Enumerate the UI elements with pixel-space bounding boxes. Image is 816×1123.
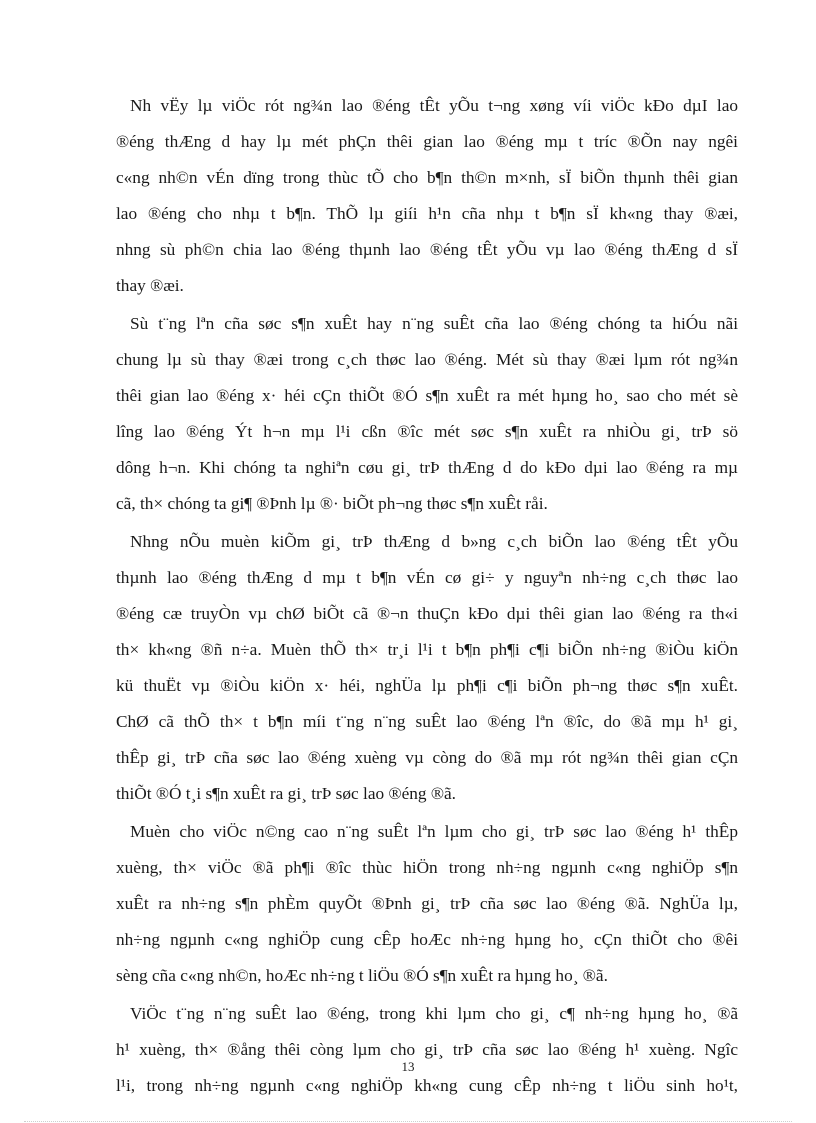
text-line: xuèng, th× viÖc ®ã ph¶i ®îc thùc hiÖn trong nh÷ng ngµnh c«ng nghiÖp s¶n [116, 858, 738, 877]
text-line: Nhng nÕu muèn kiÕm gi¸ trÞ thÆng d b»ng c¸ch biÕn lao ®éng tÊt yÕu [130, 532, 738, 551]
text-line: cã, th× chóng ta gi¶ ®Þnh lµ ®· biÕt ph¬ng thøc s¶n xuÊt råi. [116, 494, 548, 513]
page-bottom-rule [24, 1121, 792, 1122]
text-line: dông h¬n. Khi chóng ta nghiªn cøu gi¸ trÞ thÆng d do kÐo dµi lao ®éng ra mµ [116, 458, 738, 477]
paragraph-2 [116, 306, 738, 522]
text-line: h¹ xuèng, th× ®ång thêi còng lµm cho gi¸ trÞ cña søc lao ®éng h¹ xuèng. Ngîc [116, 1040, 738, 1059]
text-line: l¹i, trong nh÷ng ngµnh c«ng nghiÖp kh«ng cung cÊp nh÷ng t liÖu sinh ho¹t, [116, 1076, 738, 1095]
text-line: chung lµ sù thay ®æi trong c¸ch thøc lao ®éng. Mét sù thay ®æi lµm rót ng¾n [116, 350, 738, 369]
paragraph-3 [116, 524, 738, 812]
text-line: thÊp gi¸ trÞ cña søc lao ®éng xuèng vµ còng do ®ã mµ rót ng¾n thêi gian cÇn [116, 748, 738, 767]
text-line: ®éng cæ truyÒn vµ chØ biÕt cã ®¬n thuÇn kÐo dµi thêi gian lao ®éng ra th«i [116, 604, 738, 623]
text-line: ChØ cã thÕ th× t b¶n míi t¨ng n¨ng suÊt lao ®éng lªn ®îc, do ®ã mµ h¹ gi¸ [116, 712, 738, 731]
body-text [116, 88, 738, 1106]
text-line: Nh vËy lµ viÖc rót ng¾n lao ®éng tÊt yÕu t¬ng xøng víi viÖc kÐo dµI lao [130, 96, 738, 115]
text-line: lîng lao ®éng Ýt h¬n mµ l¹i cßn ®îc mét søc s¶n xuÊt ra nhiÒu gi¸ trÞ sö [116, 422, 738, 441]
text-line: Muèn cho viÖc n©ng cao n¨ng suÊt lªn lµm cho gi¸ trÞ søc lao ®éng h¹ thÊp [130, 822, 738, 841]
text-line: ViÖc t¨ng n¨ng suÊt lao ®éng, trong khi lµm cho gi¸ c¶ nh÷ng hµng ho¸ ®ã [130, 1004, 738, 1023]
paragraph-1 [116, 88, 738, 304]
text-line: ®éng thÆng d hay lµ mét phÇn thêi gian lao ®éng mµ t tríc ®Õn nay ngêi [116, 132, 738, 151]
text-line: sèng cña c«ng nh©n, hoÆc nh÷ng t liÖu ®Ó s¶n xuÊt ra hµng ho¸ ®ã. [116, 966, 608, 985]
text-line: lao ®éng cho nhµ t b¶n. ThÕ lµ giíi h¹n cña nhµ t b¶n sÏ kh«ng thay ®æi, [116, 204, 738, 223]
text-line: thêi gian lao ®éng x· héi cÇn thiÕt ®Ó s¶n xuÊt ra mét hµng ho¸ sao cho mét sè [116, 386, 738, 405]
text-line: thiÕt ®Ó t¸i s¶n xuÊt ra gi¸ trÞ søc lao ®éng ®ã. [116, 784, 456, 803]
text-line: Sù t¨ng lªn cña søc s¶n xuÊt hay n¨ng suÊt cña lao ®éng chóng ta hiÓu nãi [130, 314, 738, 333]
text-line: th× kh«ng ®ñ n÷a. Muèn thÕ th× tr¸i l¹i t b¶n ph¶i c¶i biÕn nh÷ng ®iÒu kiÖn [116, 640, 738, 659]
paragraph-5 [116, 996, 738, 1104]
text-line: thµnh lao ®éng thÆng d mµ t b¶n vÉn cø gi÷ y nguyªn nh÷ng c¸ch thøc lao [116, 568, 738, 587]
page-number: 13 [401, 1059, 415, 1074]
text-line: thay ®æi. [116, 276, 184, 295]
paragraph-4 [116, 814, 738, 994]
text-line: xuÊt ra nh÷ng s¶n phÈm quyÕt ®Þnh gi¸ trÞ cña søc lao ®éng ®ã. NghÜa lµ, [116, 894, 738, 913]
text-line: nhng sù ph©n chia lao ®éng thµnh lao ®éng tÊt yÕu vµ lao ®éng thÆng d sÏ [116, 240, 738, 259]
text-line: kü thuËt vµ ®iÒu kiÖn x· héi, nghÜa lµ ph¶i c¶i biÕn ph¬ng thøc s¶n xuÊt. [116, 676, 738, 695]
text-line: c«ng nh©n vÉn dïng trong thùc tÕ cho b¶n th©n m×nh, sÏ biÕn thµnh thêi gian [116, 168, 738, 187]
text-line: nh÷ng ngµnh c«ng nghiÖp cung cÊp hoÆc nh÷ng hµng ho¸ cÇn thiÕt cho ®êi [116, 930, 738, 949]
